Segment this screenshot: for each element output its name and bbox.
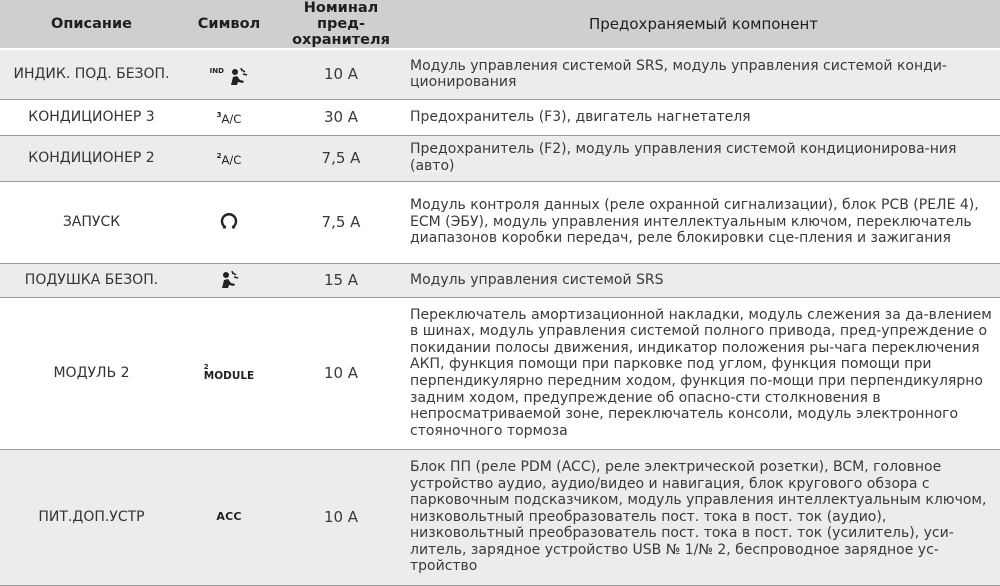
row-symbol	[183, 297, 275, 449]
table-row	[0, 135, 1000, 181]
symbol-superscript: 2	[203, 362, 209, 371]
symbol-text: MODULE	[203, 369, 255, 382]
symbol-text: IND	[209, 66, 224, 75]
row-description: МОДУЛЬ 2	[0, 297, 183, 449]
row-component: Переключатель амортизационной накладки, модуль слежения за да-влением в шинах, модуль управления системой полного привода, пред-упреждение о покидании полосы движения, индикатор положения ры-чага переключения АКП, функция помощи при парковке под углом, функция помощи при перпендикулярно передним ходом, функция по-мощи при перпендикулярно задним ходом, предупреждение об опасно-сти столкновения в непросматриваемой зоне, переключатель консоли, модуль электронного стояночного тормоза	[407, 297, 1000, 449]
row-rating: 15 А	[275, 263, 407, 297]
row-description: ПИТ.ДОП.УСТР	[0, 449, 183, 585]
row-rating: 7,5 А	[275, 135, 407, 181]
start-icon	[219, 214, 239, 230]
row-description: ПОДУШКА БЕЗОП.	[0, 263, 183, 297]
ac-2-icon	[217, 152, 242, 168]
row-description: ЗАПУСК	[0, 181, 183, 263]
row-rating: 30 А	[275, 99, 407, 135]
table-row	[0, 181, 1000, 263]
row-symbol	[183, 99, 275, 135]
row-component: Модуль управления системой SRS, модуль управления системой конди-ционирования	[407, 49, 1000, 99]
row-rating: 10 А	[275, 449, 407, 585]
row-component: Модуль контроля данных (реле охранной сигнализации), блок PCB (РЕЛЕ 4), ECM (ЭБУ), модуль управления интеллектуальным ключом, переключатель диапазонов коробки передач, реле блокировки сце-пления и зажигания	[407, 181, 1000, 263]
header-symbol: Символ	[183, 0, 275, 49]
symbol-text: A/C	[221, 152, 242, 167]
row-component: Предохранитель (F3), двигатель нагнетателя	[407, 99, 1000, 135]
symbol-superscript: 2	[216, 151, 222, 160]
header-rating: Номинал пред- охранителя	[275, 0, 407, 49]
header-description: Описание	[0, 0, 183, 49]
row-description: КОНДИЦИОНЕР 2	[0, 135, 183, 181]
row-component: Модуль управления системой SRS	[407, 263, 1000, 297]
row-symbol	[183, 49, 275, 99]
table-row	[0, 263, 1000, 297]
row-rating: 10 А	[275, 49, 407, 99]
row-rating: 10 А	[275, 297, 407, 449]
row-rating: 7,5 А	[275, 181, 407, 263]
row-symbol	[183, 181, 275, 263]
row-component: Предохранитель (F2), модуль управления системой кондиционирова-ния (авто)	[407, 135, 1000, 181]
table-row	[0, 449, 1000, 585]
row-description: ИНДИК. ПОД. БЕЗОП.	[0, 49, 183, 99]
table-row	[0, 297, 1000, 449]
airbag-indicator-icon	[209, 66, 249, 85]
table-row	[0, 49, 1000, 99]
header-component: Предохраняемый компонент	[407, 0, 1000, 49]
row-symbol	[183, 449, 275, 585]
row-symbol	[183, 135, 275, 181]
acc-icon: ACC	[216, 510, 242, 524]
ac-3-icon	[217, 111, 242, 127]
symbol-text: A/C	[221, 111, 242, 126]
row-component: Блок ПП (реле PDM (ACC), реле электрической розетки), BCM, головное устройство аудио, аудио/видео и навигация, блок кругового обзора с парковочным подсказчиком, модуль управления интеллектуальным ключом, низковольтный преобразователь пост. тока в пост. ток (аудио), низковольтный преобразователь пост. тока в пост. ток (усилитель), уси-литель, зарядное устройство USB № 1/№ 2, беспроводное зарядное ус-тройство	[407, 449, 1000, 585]
table-header-row	[0, 0, 1000, 49]
table-row	[0, 99, 1000, 135]
symbol-superscript: 3	[216, 110, 222, 119]
module-2-icon	[204, 363, 254, 381]
airbag-icon	[219, 272, 239, 288]
row-symbol	[183, 263, 275, 297]
row-description: КОНДИЦИОНЕР 3	[0, 99, 183, 135]
